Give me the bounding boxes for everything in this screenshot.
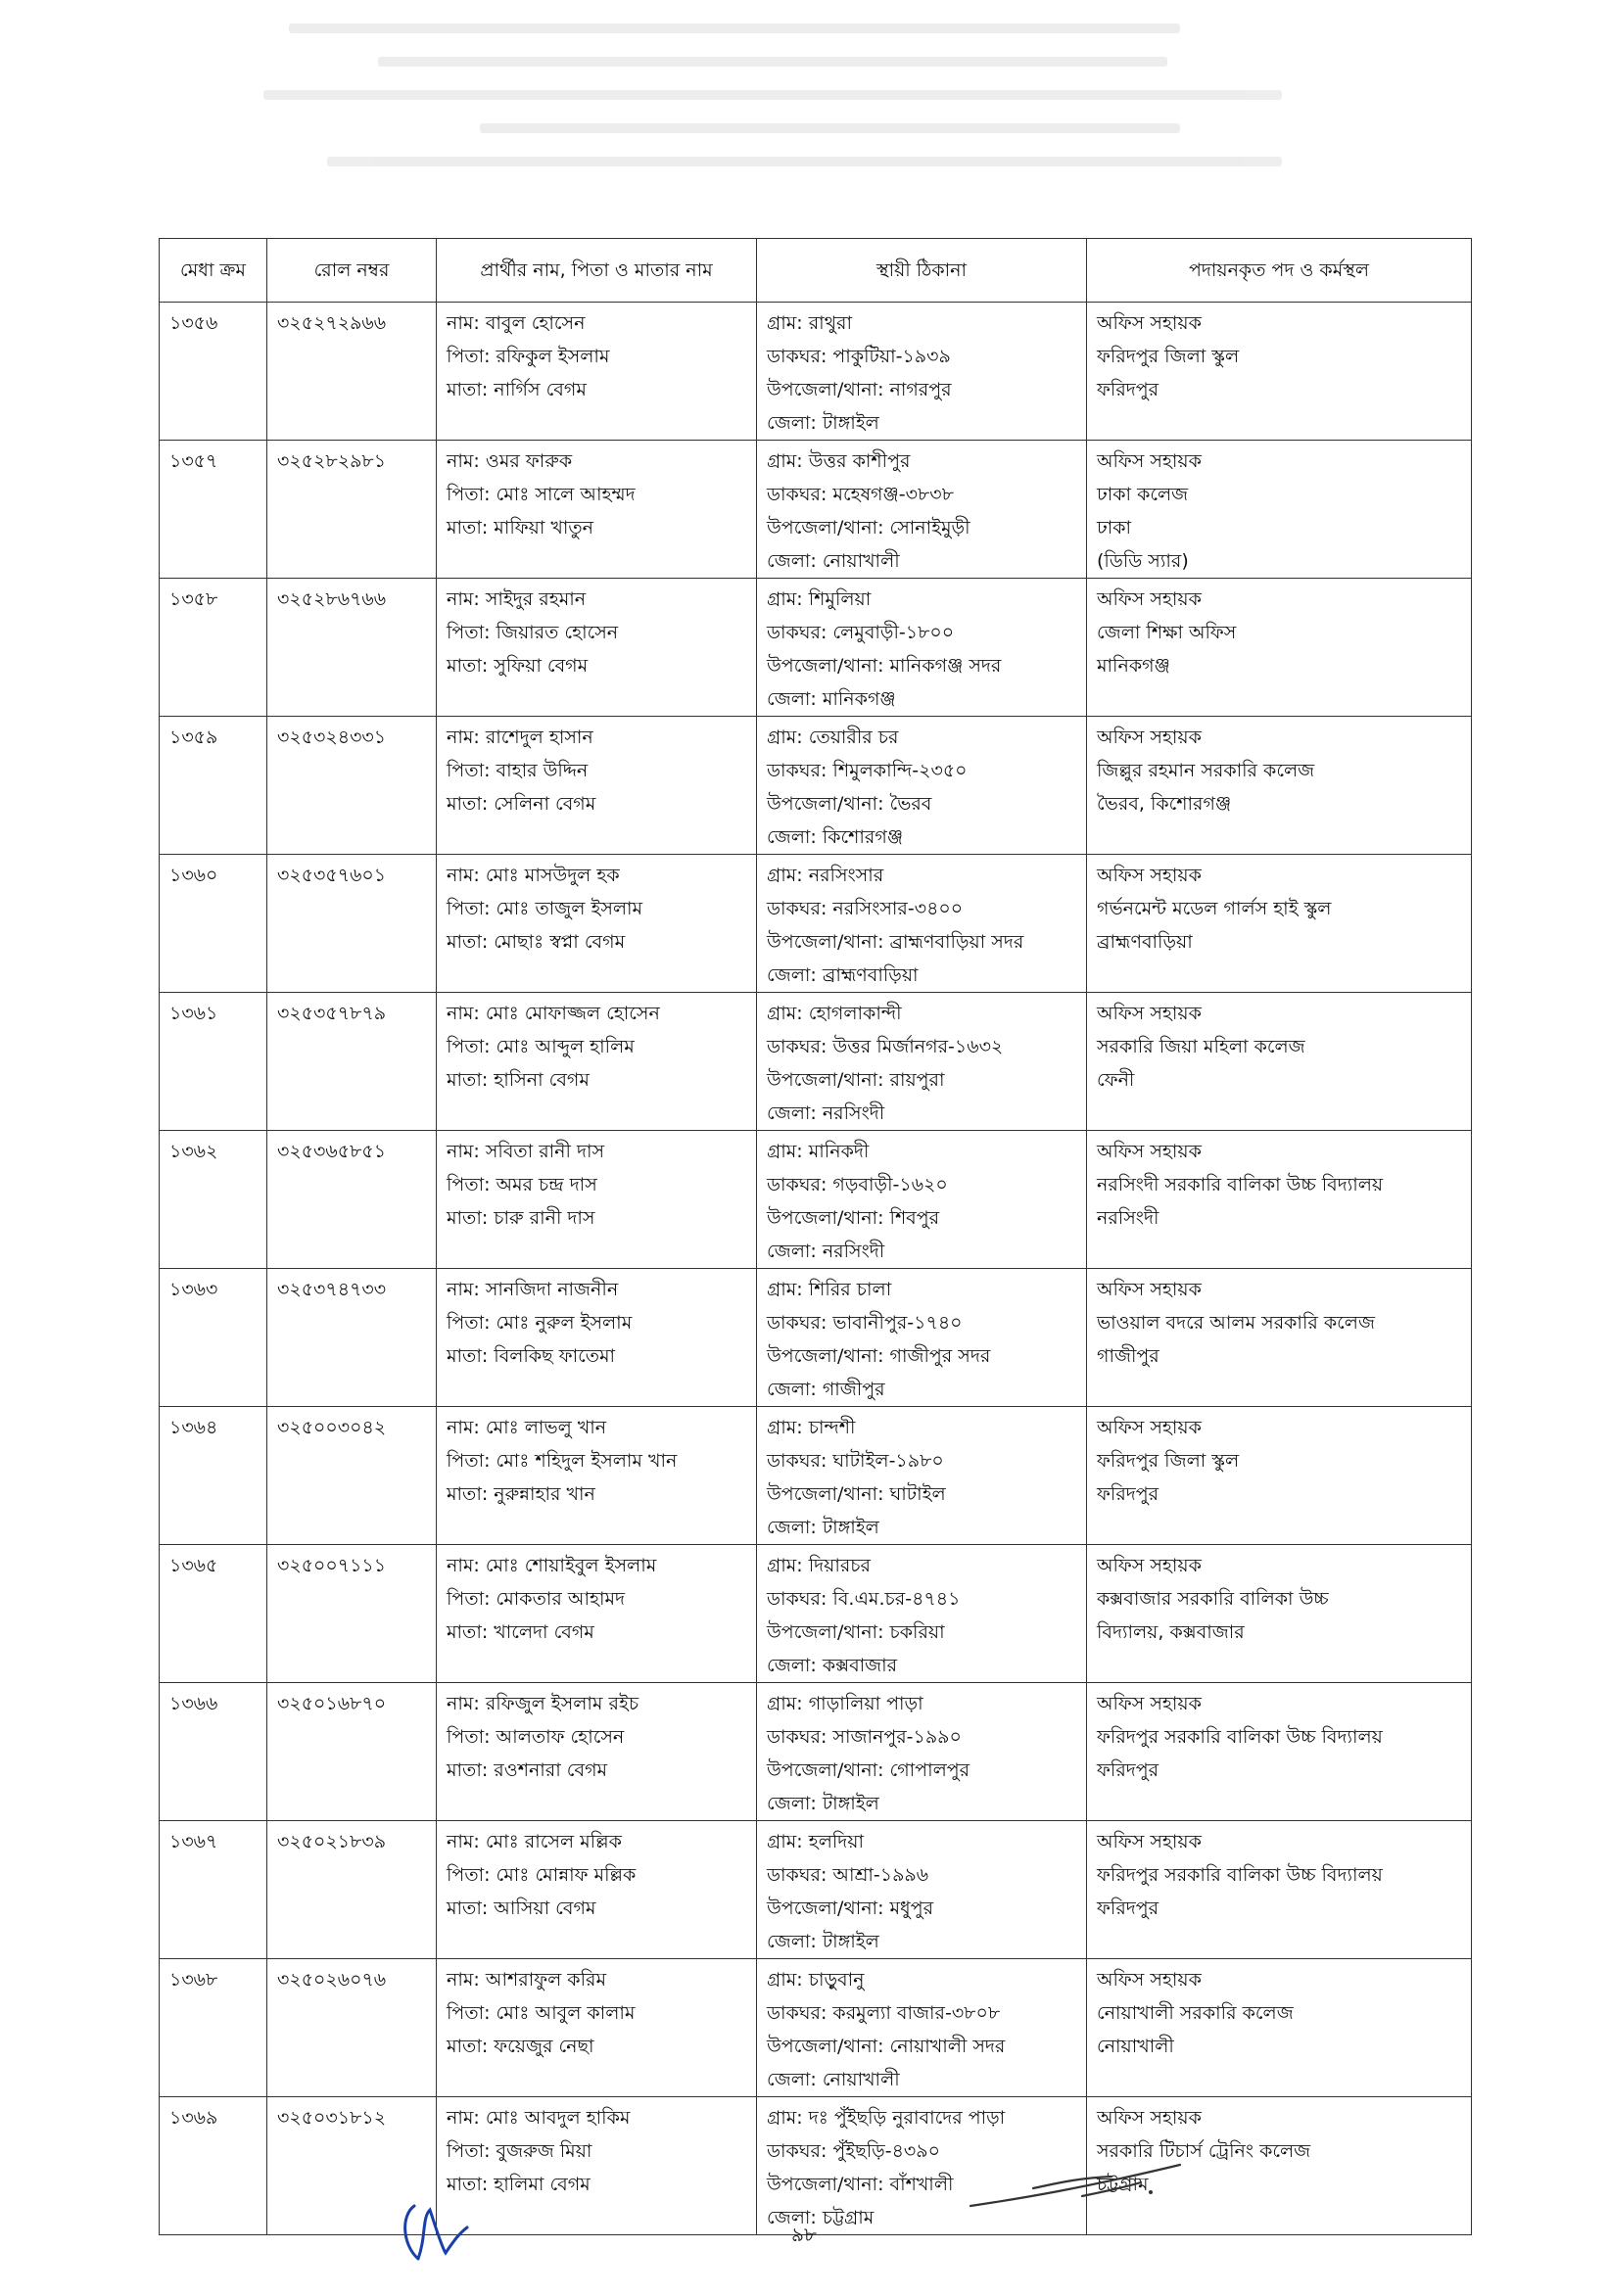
merit-serial-cell: ১৩৬৩ [160, 1269, 267, 1407]
candidate-father: পিতা: মোঃ মোন্নাফ মল্লিক [447, 1864, 637, 1886]
candidate-father: পিতা: বাহার উদ্দিন [447, 760, 589, 781]
address-cell [757, 579, 1087, 717]
posting-cell [1087, 1269, 1472, 1407]
posting-line: নরসিংদী সরকারি বালিকা উচ্চ বিদ্যালয় [1097, 1174, 1384, 1195]
candidate-name: নাম: রফিজুল ইসলাম রইচ [447, 1693, 639, 1714]
candidate-father: পিতা: মোঃ আবুল কালাম [447, 2002, 636, 2024]
posting-line: গাজীপুর [1097, 1345, 1159, 1367]
address-line: জেলা: টাঙ্গাইল [767, 412, 879, 434]
posting-line: গর্ভনমেন্ট মডেল গার্লস হাই স্কুল [1097, 898, 1332, 919]
address-line: ডাকঘর: মহেষগঞ্জ-৩৮৩৮ [767, 484, 954, 505]
candidate-mother: মাতা: বিলকিছ ফাতেমা [447, 1345, 616, 1367]
address-cell [757, 717, 1087, 855]
posting-cell [1087, 1959, 1472, 2097]
candidate-mother: মাতা: নুরুন্নাহার খান [447, 1483, 595, 1505]
table-header-row [160, 239, 1472, 303]
table-row [160, 303, 1472, 441]
candidate-mother: মাতা: সেলিনা বেগম [447, 793, 596, 815]
candidate-info-cell [437, 1407, 757, 1545]
address-line: ডাকঘর: ভাবানীপুর-১৭৪০ [767, 1312, 963, 1334]
address-line: ডাকঘর: লেমুবাড়ী-১৮০০ [767, 622, 955, 643]
address-line: জেলা: কিশোরগঞ্জ [767, 826, 904, 848]
candidate-info-cell [437, 1131, 757, 1269]
posting-line: ফরিদপুর সরকারি বালিকা উচ্চ বিদ্যালয় [1097, 1726, 1383, 1748]
candidate-name: নাম: মোঃ আবদুল হাকিম [447, 2107, 631, 2129]
roll-number-cell: ৩২৫০১৬৮৭০ [267, 1683, 437, 1821]
posting-line: ফরিদপুর [1097, 1759, 1159, 1781]
posting-line: ফরিদপুর জিলা স্কুল [1097, 346, 1240, 367]
candidate-father: পিতা: মোঃ সালে আহম্মদ [447, 484, 636, 505]
posting-line: নরসিংদী [1097, 1207, 1159, 1229]
table-row [160, 1131, 1472, 1269]
address-line: জেলা: নোয়াখালী [767, 2069, 900, 2090]
table-row [160, 1269, 1472, 1407]
posting-cell [1087, 717, 1472, 855]
candidate-name: নাম: মোঃ রাসেল মল্লিক [447, 1831, 622, 1852]
posting-line: অফিস সহায়ক [1097, 1555, 1202, 1576]
address-line: ডাকঘর: ঘাটাইল-১৯৮০ [767, 1450, 944, 1472]
address-line: ডাকঘর: পুঁইছড়ি-৪৩৯০ [767, 2140, 940, 2162]
address-line: গ্রাম: উত্তর কাশীপুর [767, 450, 911, 472]
posting-cell [1087, 303, 1472, 441]
address-line: গ্রাম: চান্দশী [767, 1417, 856, 1438]
candidate-mother: মাতা: সুফিয়া বেগম [447, 655, 589, 677]
posting-line: নোয়াখালী [1097, 2036, 1174, 2057]
candidate-info-cell [437, 2097, 757, 2235]
page-number: ৯৮ [791, 2223, 817, 2246]
posting-line: অফিস সহায়ক [1097, 588, 1202, 610]
address-line: উপজেলা/থানা: সোনাইমুড়ী [767, 517, 970, 539]
candidate-mother: মাতা: আসিয়া বেগম [447, 1898, 596, 1919]
table-row [160, 1821, 1472, 1959]
posting-line: ফেনী [1097, 1069, 1135, 1091]
address-line: গ্রাম: নরসিংসার [767, 865, 884, 886]
candidate-info-cell [437, 1821, 757, 1959]
posting-line: সরকারি জিয়া মহিলা কলেজ [1097, 1036, 1305, 1057]
merit-serial-cell: ১৩৬১ [160, 993, 267, 1131]
posting-line: চট্টগ্রাম [1097, 2174, 1149, 2195]
candidate-info-cell [437, 579, 757, 717]
posting-line: ফরিদপুর [1097, 1898, 1159, 1919]
address-line: গ্রাম: তেয়ারীর চর [767, 726, 899, 748]
posting-line: ভৈরব, কিশোরগঞ্জ [1097, 793, 1232, 815]
candidate-name: নাম: মোঃ শোয়াইবুল ইসলাম [447, 1555, 657, 1576]
address-cell [757, 441, 1087, 579]
address-line: জেলা: গাজীপুর [767, 1379, 885, 1400]
candidate-info-cell [437, 441, 757, 579]
posting-cell [1087, 441, 1472, 579]
candidate-info-cell [437, 1269, 757, 1407]
address-line: ডাকঘর: বি.এম.চর-৪৭৪১ [767, 1588, 961, 1610]
posting-line: অফিস সহায়ক [1097, 1003, 1202, 1024]
posting-line: জিল্লুর রহমান সরকারি কলেজ [1097, 760, 1315, 781]
roll-number-cell: ৩২৫৩৫৭৬০১ [267, 855, 437, 993]
address-line: ডাকঘর: করমুল্যা বাজার-৩৮০৮ [767, 2002, 1001, 2024]
posting-line: অফিস সহায়ক [1097, 865, 1202, 886]
candidate-name: নাম: সবিতা রানী দাস [447, 1141, 605, 1162]
candidate-info-cell [437, 1683, 757, 1821]
candidate-father: পিতা: মোঃ আব্দুল হালিম [447, 1036, 635, 1057]
address-line: গ্রাম: শিমুলিয়া [767, 588, 872, 610]
header-roll-number: রোল নম্বর [267, 239, 437, 303]
address-line: জেলা: নোয়াখালী [767, 550, 900, 572]
address-cell [757, 1131, 1087, 1269]
table-row [160, 441, 1472, 579]
address-cell [757, 1269, 1087, 1407]
merit-serial-cell: ১৩৫৯ [160, 717, 267, 855]
posting-line: নোয়াখালী সরকারি কলেজ [1097, 2002, 1294, 2024]
posting-cell [1087, 855, 1472, 993]
candidate-info-cell [437, 855, 757, 993]
merit-serial-cell: ১৩৬২ [160, 1131, 267, 1269]
address-cell [757, 993, 1087, 1131]
address-line: জেলা: কক্সবাজার [767, 1655, 898, 1676]
candidate-info-cell [437, 1545, 757, 1683]
candidate-father: পিতা: মোকতার আহামদ [447, 1588, 626, 1610]
candidate-mother: মাতা: হালিমা বেগম [447, 2174, 591, 2195]
posting-line: (ডিডি স্যার) [1097, 550, 1189, 572]
header-candidate-name: প্রার্থীর নাম, পিতা ও মাতার নাম [437, 239, 757, 303]
address-cell [757, 1683, 1087, 1821]
table-row [160, 993, 1472, 1131]
address-cell [757, 855, 1087, 993]
roll-number-cell: ৩২৫০২৬০৭৬ [267, 1959, 437, 2097]
candidate-father: পিতা: মোঃ নুরুল ইসলাম [447, 1312, 633, 1334]
roll-number-cell: ৩২৫৩৫৭৮৭৯ [267, 993, 437, 1131]
candidate-name: নাম: বাবুল হোসেন [447, 312, 586, 334]
address-line: গ্রাম: দঃ পুঁইছড়ি নুরাবাদের পাড়া [767, 2107, 1006, 2129]
posting-line: ঢাকা [1097, 517, 1132, 539]
candidate-father: পিতা: অমর চন্দ্র দাস [447, 1174, 597, 1195]
posting-line: অফিস সহায়ক [1097, 1969, 1202, 1991]
address-line: গ্রাম: চাড়ুবানু [767, 1969, 865, 1991]
roll-number-cell: ৩২৫০৩১৮১২ [267, 2097, 437, 2235]
candidate-mother: মাতা: চারু রানী দাস [447, 1207, 595, 1229]
address-line: উপজেলা/থানা: গোপালপুর [767, 1759, 970, 1781]
address-line: গ্রাম: গাড়ালিয়া পাড়া [767, 1693, 923, 1714]
address-line: জেলা: টাঙ্গাইল [767, 1517, 879, 1538]
roll-number-cell: ৩২৫০২১৮৩৯ [267, 1821, 437, 1959]
candidate-name: নাম: মোঃ মোফাজ্জল হোসেন [447, 1003, 660, 1024]
candidate-name: নাম: সাইদুর রহমান [447, 588, 587, 610]
candidate-mother: মাতা: খালেদা বেগম [447, 1621, 594, 1643]
posting-line: কক্সবাজার সরকারি বালিকা উচ্চ [1097, 1588, 1329, 1610]
posting-cell [1087, 1407, 1472, 1545]
header-merit-serial: মেধা ক্রম [160, 239, 267, 303]
table-row [160, 1545, 1472, 1683]
candidate-info-cell [437, 1959, 757, 2097]
posting-cell [1087, 1131, 1472, 1269]
merit-serial-cell: ১৩৬৯ [160, 2097, 267, 2235]
candidate-father: পিতা: মোঃ শহিদুল ইসলাম খান [447, 1450, 678, 1472]
address-line: গ্রাম: দিয়ারচর [767, 1555, 872, 1576]
merit-serial-cell: ১৩৬৭ [160, 1821, 267, 1959]
address-line: গ্রাম: শিরির চালা [767, 1279, 892, 1300]
address-line: উপজেলা/থানা: শিবপুর [767, 1207, 940, 1229]
posting-line: ভাওয়াল বদরে আলম সরকারি কলেজ [1097, 1312, 1375, 1334]
posting-line: অফিস সহায়ক [1097, 1141, 1202, 1162]
merit-list-table [159, 238, 1472, 2235]
candidate-info-cell [437, 993, 757, 1131]
address-line: ডাকঘর: আশ্রা-১৯৯৬ [767, 1864, 929, 1886]
candidate-mother: মাতা: ফয়েজুর নেছা [447, 2036, 594, 2057]
candidate-mother: মাতা: হাসিনা বেগম [447, 1069, 590, 1091]
roll-number-cell: ৩২৫০০৭১১১ [267, 1545, 437, 1683]
posting-line: ফরিদপুর জিলা স্কুল [1097, 1450, 1240, 1472]
posting-line: ফরিদপুর [1097, 379, 1159, 400]
address-line: ডাকঘর: উত্তর মির্জানগর-১৬৩২ [767, 1036, 1004, 1057]
candidate-father: পিতা: জিয়ারত হোসেন [447, 622, 619, 643]
address-line: উপজেলা/থানা: মানিকগঞ্জ সদর [767, 655, 1002, 677]
address-line: জেলা: নরসিংদী [767, 1102, 885, 1124]
posting-line: ঢাকা কলেজ [1097, 484, 1189, 505]
posting-line: অফিস সহায়ক [1097, 1831, 1202, 1852]
address-line: উপজেলা/থানা: রায়পুরা [767, 1069, 945, 1091]
merit-serial-cell: ১৩৬৬ [160, 1683, 267, 1821]
posting-line: অফিস সহায়ক [1097, 1693, 1202, 1714]
table-row [160, 1959, 1472, 2097]
address-line: ডাকঘর: সাজানপুর-১৯৯০ [767, 1726, 962, 1748]
address-line: ডাকঘর: গড়বাড়ী-১৬২০ [767, 1174, 948, 1195]
posting-cell [1087, 993, 1472, 1131]
candidate-father: পিতা: বুজরুজ মিয়া [447, 2140, 592, 2162]
table-row [160, 717, 1472, 855]
address-line: গ্রাম: মানিকদী [767, 1141, 870, 1162]
posting-cell [1087, 579, 1472, 717]
address-cell [757, 1545, 1087, 1683]
candidate-father: পিতা: আলতাফ হোসেন [447, 1726, 625, 1748]
candidate-name: নাম: আশরাফুল করিম [447, 1969, 607, 1991]
merit-serial-cell: ১৩৬০ [160, 855, 267, 993]
posting-cell [1087, 1683, 1472, 1821]
table-row [160, 1683, 1472, 1821]
candidate-info-cell [437, 717, 757, 855]
posting-line: অফিস সহায়ক [1097, 1417, 1202, 1438]
posting-line: অফিস সহায়ক [1097, 2107, 1202, 2129]
address-line: ডাকঘর: পাকুটিয়া-১৯৩৯ [767, 346, 951, 367]
roll-number-cell: ৩২৫২৮২৯৮১ [267, 441, 437, 579]
address-cell [757, 303, 1087, 441]
posting-line: অফিস সহায়ক [1097, 1279, 1202, 1300]
signature-right [965, 2159, 1190, 2218]
address-line: উপজেলা/থানা: নাগরপুর [767, 379, 952, 400]
merit-serial-cell: ১৩৬৫ [160, 1545, 267, 1683]
posting-line: বিদ্যালয়, কক্সবাজার [1097, 1621, 1245, 1643]
candidate-mother: মাতা: মাফিয়া খাতুন [447, 517, 593, 539]
address-line: ডাকঘর: নরসিংসার-৩৪০০ [767, 898, 964, 919]
table-row [160, 855, 1472, 993]
candidate-name: নাম: মোঃ মাসউদুল হক [447, 865, 620, 886]
address-line: গ্রাম: হলদিয়া [767, 1831, 864, 1852]
roll-number-cell: ৩২৫২৭২৯৬৬ [267, 303, 437, 441]
merit-serial-cell: ১৩৫৮ [160, 579, 267, 717]
address-line: উপজেলা/থানা: গাজীপুর সদর [767, 1345, 991, 1367]
address-line: ডাকঘর: শিমুলকান্দি-২৩৫০ [767, 760, 968, 781]
merit-serial-cell: ১৩৫৭ [160, 441, 267, 579]
address-line: জেলা: টাঙ্গাইল [767, 1931, 879, 1952]
bleed-through-shadow [225, 0, 1498, 235]
address-line: জেলা: চট্টগ্রাম [767, 2207, 875, 2228]
posting-line: ব্রাহ্মণবাড়িয়া [1097, 931, 1193, 953]
candidate-info-cell [437, 303, 757, 441]
posting-line: ফরিদপুর সরকারি বালিকা উচ্চ বিদ্যালয় [1097, 1864, 1383, 1886]
address-line: উপজেলা/থানা: বাঁশখালী [767, 2174, 954, 2195]
candidate-name: নাম: ওমর ফারুক [447, 450, 573, 472]
header-permanent-address: স্থায়ী ঠিকানা [757, 239, 1087, 303]
candidate-mother: মাতা: নার্গিস বেগম [447, 379, 587, 400]
address-cell [757, 1959, 1087, 2097]
address-line: জেলা: টাঙ্গাইল [767, 1793, 879, 1814]
posting-cell [1087, 1545, 1472, 1683]
address-line: জেলা: ব্রাহ্মণবাড়িয়া [767, 964, 919, 986]
merit-serial-cell: ১৩৬৮ [160, 1959, 267, 2097]
address-cell [757, 1821, 1087, 1959]
merit-serial-cell: ১৩৫৬ [160, 303, 267, 441]
address-cell [757, 1407, 1087, 1545]
table-row [160, 2097, 1472, 2235]
posting-line: অফিস সহায়ক [1097, 450, 1202, 472]
address-line: গ্রাম: হোগলাকান্দী [767, 1003, 902, 1024]
roll-number-cell: ৩২৫০০৩০৪২ [267, 1407, 437, 1545]
address-line: উপজেলা/থানা: ঘাটাইল [767, 1483, 946, 1505]
header-posting: পদায়নকৃত পদ ও কর্মস্থল [1087, 239, 1472, 303]
merit-serial-cell: ১৩৬৪ [160, 1407, 267, 1545]
roll-number-cell: ৩২৫৩২৪৩৩১ [267, 717, 437, 855]
address-line: উপজেলা/থানা: মধুপুর [767, 1898, 934, 1919]
address-line: উপজেলা/থানা: ভৈরব [767, 793, 932, 815]
candidate-name: নাম: মোঃ লাভলু খান [447, 1417, 607, 1438]
candidate-name: নাম: রাশেদুল হাসান [447, 726, 593, 748]
posting-line: অফিস সহায়ক [1097, 312, 1202, 334]
posting-line: জেলা শিক্ষা অফিস [1097, 622, 1237, 643]
candidate-name: নাম: সানজিদা নাজনীন [447, 1279, 619, 1300]
address-line: জেলা: নরসিংদী [767, 1241, 885, 1262]
roll-number-cell: ৩২৫৩৭৪৭৩৩ [267, 1269, 437, 1407]
candidate-mother: মাতা: রওশনারা বেগম [447, 1759, 608, 1781]
address-line: উপজেলা/থানা: চকরিয়া [767, 1621, 945, 1643]
posting-line: অফিস সহায়ক [1097, 726, 1202, 748]
address-line: উপজেলা/থানা: নোয়াখালী সদর [767, 2036, 1006, 2057]
address-line: জেলা: মানিকগঞ্জ [767, 688, 896, 710]
table-row [160, 1407, 1472, 1545]
table-row [160, 579, 1472, 717]
posting-line: সরকারি টিচার্স ট্রেনিং কলেজ [1097, 2140, 1311, 2162]
address-line: গ্রাম: রাথুরা [767, 312, 852, 334]
roll-number-cell: ৩২৫৩৬৫৮৫১ [267, 1131, 437, 1269]
candidate-father: পিতা: মোঃ তাজুল ইসলাম [447, 898, 643, 919]
candidate-mother: মাতা: মোছাঃ স্বপ্না বেগম [447, 931, 626, 953]
address-line: উপজেলা/থানা: ব্রাহ্মণবাড়িয়া সদর [767, 931, 1024, 953]
candidate-father: পিতা: রফিকুল ইসলাম [447, 346, 610, 367]
posting-cell [1087, 1821, 1472, 1959]
posting-line: মানিকগঞ্জ [1097, 655, 1170, 677]
roll-number-cell: ৩২৫২৮৬৭৬৬ [267, 579, 437, 717]
posting-line: ফরিদপুর [1097, 1483, 1159, 1505]
